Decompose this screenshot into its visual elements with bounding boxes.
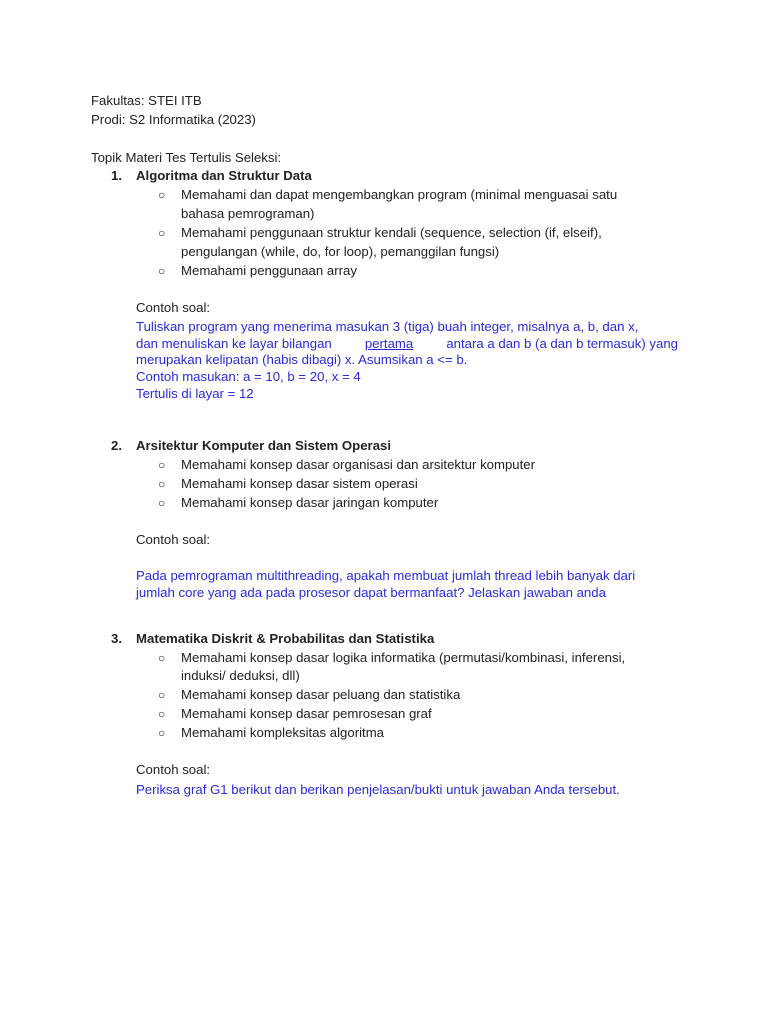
- section-title: Matematika Diskrit & Probabilitas dan Statistika: [136, 631, 435, 646]
- list-item: Memahami konsep dasar organisasi dan arsitektur komputer: [181, 457, 536, 472]
- example-text-line: jumlah core yang ada pada prosesor dapat bermanfaat? Jelaskan jawaban anda: [136, 585, 606, 600]
- example-input-line: Contoh masukan: a = 10, b = 20, x = 4: [136, 369, 361, 384]
- list-item: Memahami konsep dasar logika informatika (permutasi/kombinasi, inferensi,: [181, 650, 626, 665]
- underlined-word: pertama: [364, 336, 414, 351]
- example-text-segment: dan menuliskan ke layar bilangan: [136, 336, 332, 351]
- section-number: 2.: [111, 438, 122, 453]
- example-text-line: merupakan kelipatan (habis dibagi) x. Asumsikan a <= b.: [136, 352, 468, 367]
- list-item-continuation: induksi/ deduksi, dll): [181, 668, 300, 683]
- example-text-line: Pada pemrograman multithreading, apakah membuat jumlah thread lebih banyak dari: [136, 568, 636, 583]
- list-item: Memahami dan dapat mengembangkan program (minimal menguasai satu: [181, 187, 618, 202]
- example-text-line: [136, 335, 678, 352]
- bullet-circle-icon: ○: [158, 477, 166, 491]
- section-number: 1.: [111, 168, 122, 183]
- bullet-circle-icon: ○: [158, 264, 166, 278]
- example-output-line: Tertulis di layar = 12: [136, 386, 254, 401]
- bullet-circle-icon: ○: [158, 226, 166, 240]
- list-item: Memahami konsep dasar jaringan komputer: [181, 495, 439, 510]
- list-item: Memahami konsep dasar pemrosesan graf: [181, 706, 432, 721]
- bullet-circle-icon: ○: [158, 496, 166, 510]
- example-label: Contoh soal:: [136, 532, 211, 547]
- bullet-circle-icon: ○: [158, 707, 166, 721]
- bullet-circle-icon: ○: [158, 688, 166, 702]
- example-label: Contoh soal:: [136, 300, 211, 315]
- bullet-circle-icon: ○: [158, 188, 166, 202]
- example-label: Contoh soal:: [136, 762, 211, 777]
- topic-heading: Topik Materi Tes Tertulis Seleksi:: [91, 150, 282, 165]
- bullet-circle-icon: ○: [158, 651, 166, 665]
- list-item-continuation: bahasa pemrograman): [181, 206, 315, 221]
- list-item: Memahami konsep dasar peluang dan statistika: [181, 687, 461, 702]
- bullet-circle-icon: ○: [158, 458, 166, 472]
- list-item: Memahami penggunaan struktur kendali (sequence, selection (if, elseif),: [181, 225, 602, 240]
- example-text-line: Tuliskan program yang menerima masukan 3 (tiga) buah integer, misalnya a, b, dan x,: [136, 319, 639, 334]
- section-title: Arsitektur Komputer dan Sistem Operasi: [136, 438, 392, 453]
- list-item: Memahami kompleksitas algoritma: [181, 725, 385, 740]
- example-text-line: Periksa graf G1 berikut dan berikan penjelasan/bukti untuk jawaban Anda tersebut.: [136, 782, 620, 797]
- example-text-segment: antara a dan b (a dan b termasuk) yang: [446, 336, 678, 351]
- section-title: Algoritma dan Struktur Data: [136, 168, 312, 183]
- section-number: 3.: [111, 631, 122, 646]
- list-item: Memahami konsep dasar sistem operasi: [181, 476, 418, 491]
- list-item: Memahami penggunaan array: [181, 263, 357, 278]
- faculty-line: Fakultas: STEI ITB: [91, 93, 202, 108]
- bullet-circle-icon: ○: [158, 726, 166, 740]
- list-item-continuation: pengulangan (while, do, for loop), pemanggilan fungsi): [181, 244, 500, 259]
- program-line: Prodi: S2 Informatika (2023): [91, 112, 256, 127]
